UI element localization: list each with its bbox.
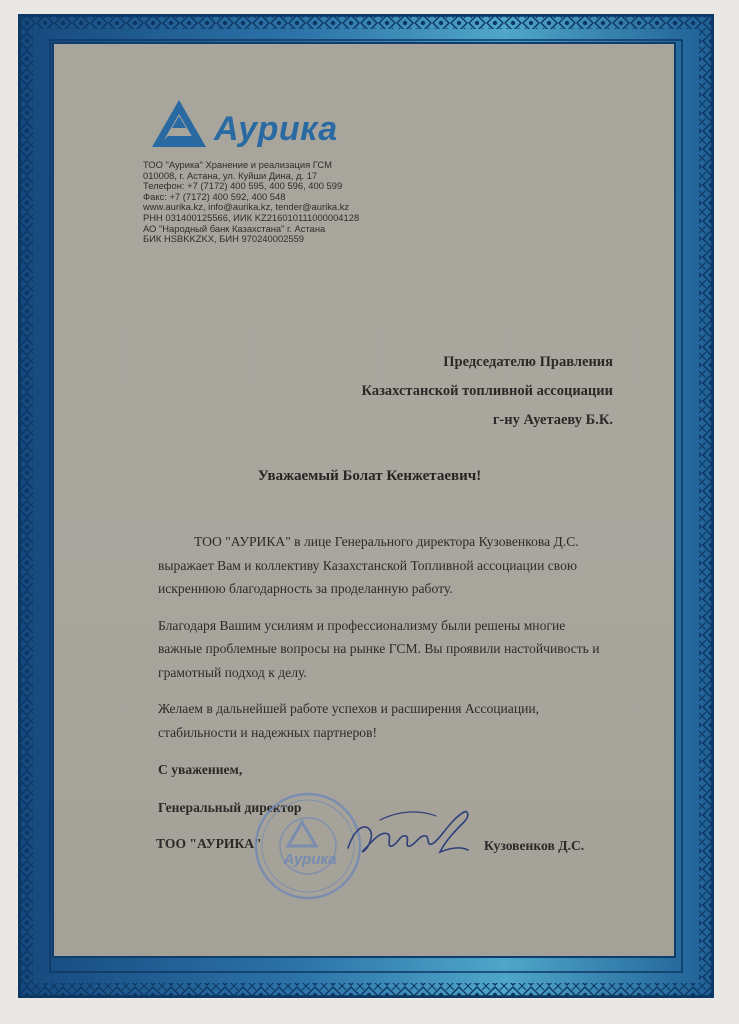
signatory-title: Генеральный директор [158, 800, 302, 815]
addressee-name: г-ну Ауетаеву Б.К. [492, 412, 613, 428]
addressee-block [362, 348, 613, 435]
signature [340, 800, 476, 870]
company-info-line: 010008, г. Астана, ул. Куйши Дина, д. 17 [143, 169, 318, 181]
body-paragraph: Благодаря Вашим усилиям и профессионализму были решены многие важные проблемные вопросы на рынке ГСМ. Вы проявили настойчивость и грамотный подход к делу. [158, 617, 600, 680]
company-details [143, 160, 359, 245]
signatory-organization: ТОО "АУРИКА" [156, 836, 262, 851]
addressee-position: Председателю Правления [443, 354, 613, 370]
body-paragraph: ТОО "АУРИКА" в лице Генерального директора Кузовенкова Д.С. выражает Вам и коллективу Казахстанской Топливной ассоциации свою искреннюю благодарность за проделанную работу. [158, 534, 579, 596]
closing-regards: С уважением, [158, 762, 243, 777]
brand-name: Аурика [214, 110, 338, 148]
body-paragraph: Желаем в дальнейшей работе успехов и расширения Ассоциации, стабильности и надежных партнеров! [158, 701, 540, 740]
signatory-name: Кузовенков Д.С. [484, 838, 585, 853]
company-info-line: www.aurika.kz, info@aurika.kz, tender@aurika.kz [143, 201, 350, 213]
aurika-logo-icon [150, 98, 208, 150]
stamp-logo-text: Аурика [283, 851, 337, 868]
company-info-line: АО "Народный банк Казахстана" г. Астана [143, 222, 326, 234]
addressee-organization: Казахстанской топливной ассоциации [361, 383, 613, 399]
company-info-line: РНН 031400125566, ИИК KZ216010111000004128 [143, 211, 360, 223]
greeting: Уважаемый Болат Кенжетаевич! [257, 468, 482, 484]
company-info-line: Факс: +7 (7172) 400 592, 400 548 [143, 190, 286, 202]
company-info-line: ТОО "Аурика" Хранение и реализация ГСМ [143, 159, 332, 170]
letter-body [158, 530, 610, 757]
company-info-line: БИК HSBKKZKX, БИН 970240002559 [143, 233, 305, 245]
company-info-line: Телефон: +7 (7172) 400 595, 400 596, 400 599 [143, 180, 343, 192]
